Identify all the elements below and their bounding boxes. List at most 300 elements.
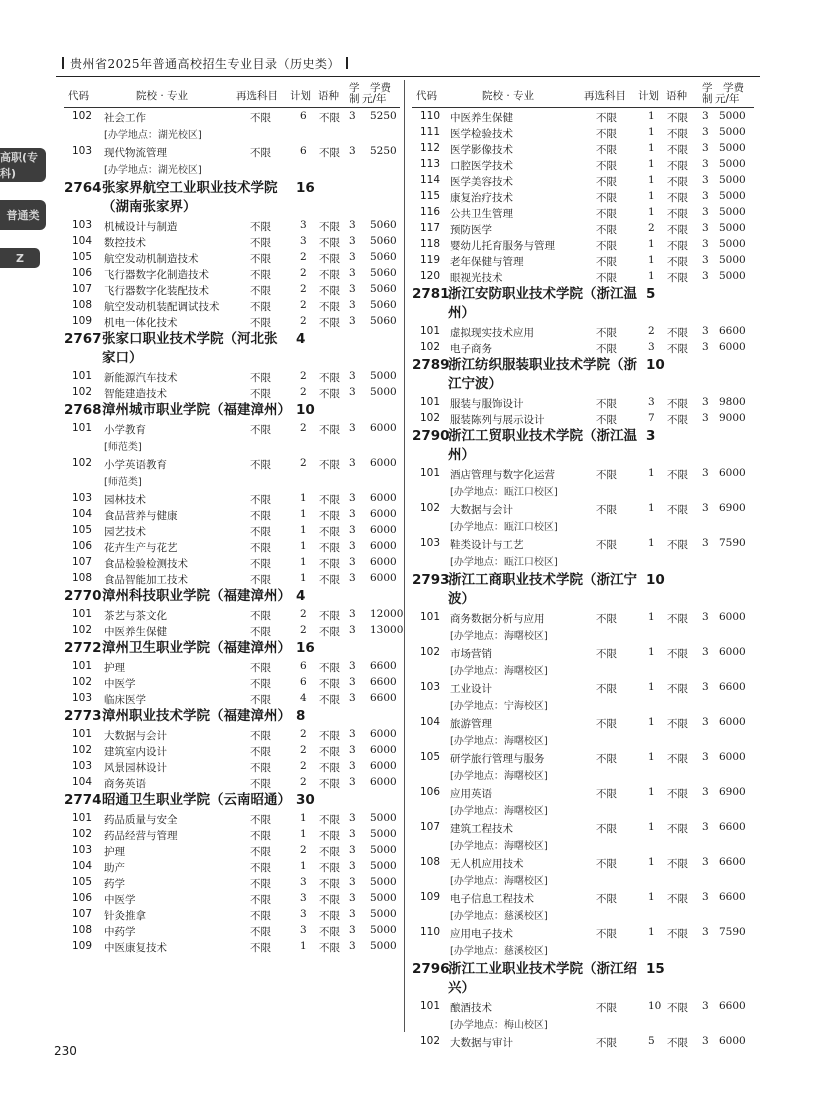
header-duration-1: 学	[349, 82, 360, 94]
major-code: 118	[420, 238, 441, 250]
major-language: 不限	[667, 858, 688, 870]
major-subjects: 不限	[596, 1002, 617, 1014]
major-name: 智能建造技术	[104, 388, 167, 400]
major-language: 不限	[667, 469, 688, 481]
major-duration: 3	[349, 235, 356, 247]
major-language: 不限	[667, 343, 688, 355]
major-subjects: 不限	[596, 240, 617, 252]
major-name: 园艺技术	[104, 526, 146, 538]
major-language: 不限	[667, 144, 688, 156]
major-name: 中药学	[104, 926, 136, 938]
major-subjects: 不限	[596, 256, 617, 268]
major-subjects: 不限	[596, 539, 617, 551]
major-row	[64, 726, 400, 742]
side-tab-general: 普通类	[0, 200, 46, 230]
major-duration: 3	[349, 760, 356, 772]
major-subjects: 不限	[250, 574, 271, 586]
major-language: 不限	[667, 414, 688, 426]
major-fee: 5000	[370, 386, 397, 398]
major-subjects: 不限	[596, 398, 617, 410]
major-plan: 2	[300, 283, 307, 295]
major-name: 大数据与会计	[450, 504, 513, 516]
major-fee: 6000	[370, 492, 397, 504]
major-duration: 3	[702, 821, 709, 833]
header-school-major: 院校 · 专业	[136, 90, 189, 102]
school-heading	[64, 329, 400, 368]
major-fee: 6600	[719, 891, 746, 903]
major-plan: 1	[648, 716, 655, 728]
header-school-major: 院校 · 专业	[482, 90, 535, 102]
major-row	[64, 938, 400, 954]
major-plan: 2	[300, 422, 307, 434]
major-row	[64, 826, 400, 842]
major-name: 中医学	[104, 894, 136, 906]
major-duration: 3	[702, 190, 709, 202]
major-language: 不限	[667, 112, 688, 124]
major-row	[64, 674, 400, 690]
major-subjects: 不限	[250, 878, 271, 890]
major-language: 不限	[667, 256, 688, 268]
major-fee: 6000	[719, 467, 746, 479]
major-plan: 3	[300, 908, 307, 920]
major-language: 不限	[667, 504, 688, 516]
school-heading	[64, 790, 400, 810]
major-name: 药品质量与安全	[104, 814, 178, 826]
major-row	[412, 252, 754, 268]
major-note: [办学地点：瓯江口校区]	[450, 487, 558, 498]
major-duration: 3	[349, 283, 356, 295]
major-note: [师范类]	[104, 477, 142, 488]
major-code: 102	[72, 624, 93, 636]
major-subjects: 不限	[250, 542, 271, 554]
major-fee: 6600	[719, 681, 746, 693]
major-name: 小学英语教育	[104, 459, 167, 471]
major-name: 中医学	[104, 678, 136, 690]
major-duration: 3	[349, 524, 356, 536]
major-code: 110	[420, 110, 441, 122]
major-name: 虚拟现实技术应用	[450, 327, 534, 339]
major-duration: 3	[702, 751, 709, 763]
major-row	[412, 339, 754, 355]
major-fee: 6600	[370, 676, 397, 688]
major-plan: 2	[648, 325, 655, 337]
major-plan: 1	[648, 238, 655, 250]
major-code: 103	[72, 219, 93, 231]
major-plan: 2	[300, 386, 307, 398]
major-language: 不限	[319, 942, 340, 954]
major-code: 114	[420, 174, 441, 186]
major-duration: 3	[702, 110, 709, 122]
major-name: 应用英语	[450, 788, 492, 800]
major-plan: 1	[300, 492, 307, 504]
major-fee: 5000	[719, 190, 746, 202]
major-subjects: 不限	[250, 459, 271, 471]
major-language: 不限	[319, 574, 340, 586]
school-code: 2774	[64, 792, 102, 808]
major-plan: 3	[300, 924, 307, 936]
major-subjects: 不限	[250, 746, 271, 758]
major-name: 医学影像技术	[450, 144, 513, 156]
major-code: 103	[72, 145, 93, 157]
major-row	[412, 535, 754, 570]
major-fee: 6600	[719, 325, 746, 337]
major-duration: 3	[349, 386, 356, 398]
major-duration: 3	[702, 716, 709, 728]
major-language: 不限	[667, 1002, 688, 1014]
school-code: 2796	[412, 961, 450, 977]
major-fee: 5000	[370, 908, 397, 920]
major-name: 飞行器数字化装配技术	[104, 285, 209, 297]
major-note: [办学地点：宁海校区]	[450, 701, 548, 712]
major-duration: 3	[349, 556, 356, 568]
major-name: 电子信息工程技术	[450, 893, 534, 905]
school-code: 2770	[64, 588, 102, 604]
school-plan: 16	[296, 180, 315, 196]
major-plan: 1	[300, 940, 307, 952]
major-language: 不限	[667, 823, 688, 835]
major-duration: 3	[702, 786, 709, 798]
major-plan: 2	[300, 457, 307, 469]
major-subjects: 不限	[250, 112, 271, 124]
major-code: 105	[72, 251, 93, 263]
major-fee: 5000	[719, 222, 746, 234]
major-row	[64, 570, 400, 586]
major-row	[412, 609, 754, 644]
school-name: 浙江工业职业技术学院（浙江绍兴）	[448, 961, 637, 996]
school-name: 漳州城市职业学院（福建漳州）	[102, 402, 291, 418]
major-plan: 3	[300, 219, 307, 231]
major-fee: 6000	[370, 422, 397, 434]
major-note: [办学地点：海曙校区]	[450, 736, 548, 747]
major-subjects: 不限	[250, 388, 271, 400]
major-plan: 1	[648, 751, 655, 763]
major-plan: 1	[648, 174, 655, 186]
major-duration: 3	[349, 860, 356, 872]
major-language: 不限	[319, 778, 340, 790]
major-language: 不限	[667, 160, 688, 172]
major-subjects: 不限	[596, 160, 617, 172]
major-subjects: 不限	[596, 176, 617, 188]
major-language: 不限	[319, 526, 340, 538]
major-row	[412, 998, 754, 1033]
major-duration: 3	[702, 1035, 709, 1047]
major-code: 102	[72, 457, 93, 469]
major-plan: 6	[300, 110, 307, 122]
major-duration: 3	[349, 572, 356, 584]
major-code: 101	[420, 611, 441, 623]
major-fee: 6600	[719, 856, 746, 868]
major-plan: 2	[300, 267, 307, 279]
major-plan: 4	[300, 692, 307, 704]
major-note: [办学地点：梅山校区]	[450, 1020, 548, 1031]
major-row	[64, 281, 400, 297]
major-subjects: 不限	[250, 494, 271, 506]
major-plan: 1	[648, 537, 655, 549]
major-fee: 6000	[370, 760, 397, 772]
major-fee: 5060	[370, 235, 397, 247]
major-code: 104	[72, 776, 93, 788]
major-plan: 1	[648, 110, 655, 122]
major-duration: 3	[702, 126, 709, 138]
major-subjects: 不限	[250, 610, 271, 622]
major-fee: 13000	[370, 624, 404, 636]
major-subjects: 不限	[250, 253, 271, 265]
major-subjects: 不限	[596, 683, 617, 695]
major-code: 105	[72, 524, 93, 536]
major-code: 101	[420, 325, 441, 337]
school-code: 2789	[412, 357, 450, 373]
major-plan: 1	[300, 540, 307, 552]
major-subjects: 不限	[250, 694, 271, 706]
major-plan: 1	[648, 158, 655, 170]
major-row	[412, 644, 754, 679]
header-code: 代码	[416, 90, 437, 102]
major-name: 中医康复技术	[104, 942, 167, 954]
header-duration-2: 制	[349, 93, 360, 105]
school-heading	[412, 570, 754, 609]
major-name: 社会工作	[104, 112, 146, 124]
major-duration: 3	[349, 812, 356, 824]
header-fee-1: 学费	[723, 82, 744, 94]
major-code: 117	[420, 222, 441, 234]
major-duration: 3	[349, 370, 356, 382]
major-row	[412, 323, 754, 339]
major-code: 112	[420, 142, 441, 154]
major-fee: 6900	[719, 786, 746, 798]
major-note: [办学地点：瓯江口校区]	[450, 557, 558, 568]
major-plan: 2	[300, 315, 307, 327]
major-plan: 1	[648, 142, 655, 154]
major-row	[412, 749, 754, 784]
major-code: 108	[72, 572, 93, 584]
major-fee: 5000	[370, 828, 397, 840]
major-plan: 1	[648, 926, 655, 938]
major-row	[64, 842, 400, 858]
major-fee: 6000	[719, 751, 746, 763]
major-row	[64, 455, 400, 490]
column-divider	[404, 80, 405, 1032]
major-plan: 5	[648, 1035, 655, 1047]
major-code: 115	[420, 190, 441, 202]
major-duration: 3	[349, 908, 356, 920]
major-row	[64, 774, 400, 790]
major-language: 不限	[319, 678, 340, 690]
major-row	[64, 384, 400, 400]
major-code: 101	[72, 370, 93, 382]
major-language: 不限	[319, 147, 340, 159]
major-duration: 3	[702, 238, 709, 250]
major-row	[412, 204, 754, 220]
header-fee-2: 元/年	[715, 93, 740, 105]
major-row	[412, 679, 754, 714]
major-subjects: 不限	[250, 558, 271, 570]
major-row	[412, 394, 754, 410]
school-plan: 4	[296, 588, 306, 604]
right-rows	[412, 108, 754, 1049]
major-code: 105	[72, 876, 93, 888]
school-name: 张家界航空工业职业技术学院（湖南张家界）	[102, 180, 278, 215]
major-duration: 3	[702, 142, 709, 154]
major-plan: 2	[300, 299, 307, 311]
major-subjects: 不限	[250, 285, 271, 297]
major-code: 106	[72, 892, 93, 904]
major-name: 建筑工程技术	[450, 823, 513, 835]
major-name: 服装与服饰设计	[450, 398, 524, 410]
major-subjects: 不限	[250, 317, 271, 329]
major-fee: 5000	[719, 206, 746, 218]
major-name: 医学美容技术	[450, 176, 513, 188]
major-row	[64, 233, 400, 249]
major-code: 102	[72, 110, 93, 122]
major-name: 中医养生保健	[104, 626, 167, 638]
major-language: 不限	[319, 317, 340, 329]
major-code: 102	[72, 386, 93, 398]
running-header-title: 贵州省2025年普通高校招生专业目录（历史类）	[70, 57, 341, 71]
major-plan: 1	[300, 508, 307, 520]
major-note: [办学地点：瓯江口校区]	[450, 522, 558, 533]
major-plan: 1	[648, 190, 655, 202]
major-fee: 6000	[719, 716, 746, 728]
major-subjects: 不限	[250, 662, 271, 674]
school-name: 浙江工商职业技术学院（浙江宁波）	[448, 572, 637, 607]
major-plan: 6	[300, 676, 307, 688]
major-name: 商务数据分析与应用	[450, 613, 545, 625]
column-header	[64, 80, 400, 108]
major-code: 104	[72, 235, 93, 247]
major-fee: 5000	[370, 844, 397, 856]
major-name: 预防医学	[450, 224, 492, 236]
major-duration: 3	[702, 325, 709, 337]
major-language: 不限	[667, 539, 688, 551]
major-code: 101	[420, 1000, 441, 1012]
major-fee: 5000	[370, 876, 397, 888]
school-name: 浙江安防职业技术学院（浙江温州）	[448, 286, 637, 321]
major-note: [办学地点：慈溪校区]	[450, 911, 548, 922]
major-code: 119	[420, 254, 441, 266]
major-subjects: 不限	[596, 504, 617, 516]
major-row	[412, 1033, 754, 1049]
major-name: 数控技术	[104, 237, 146, 249]
school-plan: 15	[646, 961, 665, 977]
major-language: 不限	[319, 746, 340, 758]
major-row	[412, 268, 754, 284]
major-code: 105	[420, 751, 441, 763]
major-duration: 3	[702, 467, 709, 479]
major-subjects: 不限	[250, 846, 271, 858]
header-code: 代码	[68, 90, 89, 102]
major-subjects: 不限	[596, 224, 617, 236]
major-language: 不限	[319, 558, 340, 570]
major-language: 不限	[319, 253, 340, 265]
major-language: 不限	[319, 846, 340, 858]
major-duration: 3	[349, 844, 356, 856]
major-code: 102	[420, 646, 441, 658]
major-plan: 1	[648, 206, 655, 218]
major-fee: 12000	[370, 608, 404, 620]
major-plan: 1	[648, 891, 655, 903]
major-duration: 3	[349, 892, 356, 904]
major-row	[64, 858, 400, 874]
major-language: 不限	[319, 814, 340, 826]
major-fee: 5000	[719, 174, 746, 186]
major-subjects: 不限	[250, 301, 271, 313]
major-name: 航空发动机装配调试技术	[104, 301, 220, 313]
major-fee: 6000	[719, 1035, 746, 1047]
major-fee: 5000	[370, 940, 397, 952]
major-fee: 5000	[370, 924, 397, 936]
major-name: 建筑室内设计	[104, 746, 167, 758]
major-language: 不限	[319, 894, 340, 906]
major-note: [师范类]	[104, 442, 142, 453]
major-language: 不限	[319, 372, 340, 384]
column-header	[412, 80, 754, 108]
major-subjects: 不限	[250, 778, 271, 790]
major-name: 市场营销	[450, 648, 492, 660]
major-name: 护理	[104, 662, 125, 674]
major-plan: 2	[300, 760, 307, 772]
major-language: 不限	[667, 683, 688, 695]
major-note: [办学地点：湖光校区]	[104, 130, 202, 141]
major-fee: 5000	[370, 370, 397, 382]
major-row	[412, 172, 754, 188]
major-row	[412, 410, 754, 426]
major-duration: 3	[702, 856, 709, 868]
school-heading	[412, 426, 754, 465]
major-code: 101	[72, 660, 93, 672]
major-fee: 5060	[370, 299, 397, 311]
major-code: 101	[420, 467, 441, 479]
major-duration: 3	[349, 924, 356, 936]
header-subjects: 再选科目	[236, 90, 278, 102]
major-subjects: 不限	[596, 1037, 617, 1049]
major-row	[64, 108, 400, 143]
major-language: 不限	[667, 398, 688, 410]
major-code: 107	[72, 283, 93, 295]
major-subjects: 不限	[596, 272, 617, 284]
major-language: 不限	[667, 327, 688, 339]
major-subjects: 不限	[596, 208, 617, 220]
major-duration: 3	[702, 891, 709, 903]
major-fee: 5000	[719, 270, 746, 282]
major-language: 不限	[667, 1037, 688, 1049]
major-language: 不限	[319, 112, 340, 124]
header-language: 语种	[666, 90, 687, 102]
school-code: 2790	[412, 428, 450, 444]
major-language: 不限	[667, 648, 688, 660]
major-row	[64, 143, 400, 178]
major-subjects: 不限	[596, 753, 617, 765]
major-subjects: 不限	[596, 469, 617, 481]
school-name: 漳州科技职业学院（福建漳州）	[102, 588, 291, 604]
school-heading	[412, 284, 754, 323]
major-name: 工业设计	[450, 683, 492, 695]
major-duration: 3	[349, 676, 356, 688]
header-language: 语种	[318, 90, 339, 102]
major-subjects: 不限	[250, 221, 271, 233]
major-code: 104	[72, 860, 93, 872]
major-fee: 6000	[719, 611, 746, 623]
major-code: 113	[420, 158, 441, 170]
major-duration: 3	[349, 267, 356, 279]
major-duration: 3	[702, 412, 709, 424]
major-note: [办学地点：海曙校区]	[450, 806, 548, 817]
major-plan: 2	[300, 844, 307, 856]
major-duration: 3	[349, 251, 356, 263]
major-language: 不限	[319, 237, 340, 249]
major-fee: 5000	[370, 892, 397, 904]
header-bar-right	[346, 57, 348, 69]
major-name: 针灸推拿	[104, 910, 146, 922]
